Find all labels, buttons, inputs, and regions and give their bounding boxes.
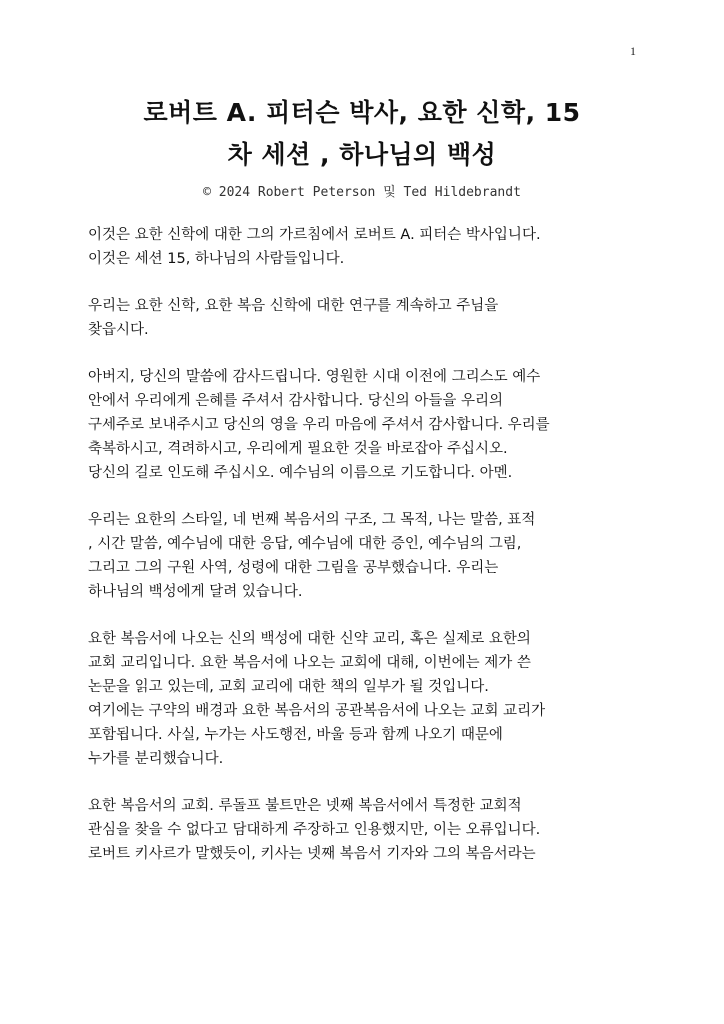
document-body (88, 223, 648, 889)
text-line: 당신의 길로 인도해 주십시오. 예수님의 이름으로 기도합니다. 아멘. (88, 465, 513, 481)
copyright-line: © 2024 Robert Peterson 및 Ted Hildebrandt (203, 185, 521, 200)
paragraph-intro (88, 223, 648, 271)
text-line: 여기에는 구약의 배경과 요한 복음서의 공관복음서에 나오는 교회 교리가 (88, 703, 546, 719)
text-line: 포함됩니다. 사실, 누가는 사도행전, 바울 등과 함께 나오기 때문에 (88, 727, 503, 743)
paragraph-continue (88, 294, 648, 342)
text-line: 안에서 우리에게 은혜를 주셔서 감사합니다. 당신의 아들을 우리의 (88, 393, 504, 409)
text-line: 구세주로 보내주시고 당신의 영을 우리 마음에 주셔서 감사합니다. 우리를 (88, 417, 550, 433)
text-line: 로버트 키사르가 말했듯이, 키사는 넷째 복음서 기자와 그의 복음서라는 (88, 846, 536, 862)
text-line: 요한 복음서의 교회. 루돌프 불트만은 넷째 복음서에서 특정한 교회적 (88, 798, 522, 814)
text-line: 그리고 그의 구원 사역, 성령에 대한 그림을 공부했습니다. 우리는 (88, 560, 499, 576)
text-line: 관심을 찾을 수 없다고 담대하게 주장하고 인용했지만, 이는 오류입니다. (88, 822, 541, 838)
text-line: 요한 복음서에 나오는 신의 백성에 대한 신약 교리, 혹은 실제로 요한의 (88, 631, 531, 647)
document-title (60, 92, 664, 176)
text-line: 우리는 요한 신학, 요한 복음 신학에 대한 연구를 계속하고 주님을 (88, 298, 499, 314)
text-line: 누가를 분리했습니다. (88, 751, 224, 767)
paragraph-doctrine (88, 627, 648, 771)
text-line: 교회 교리입니다. 요한 복음서에 나오는 교회에 대해, 이번에는 제가 쓴 (88, 655, 531, 671)
text-line: , 시간 말씀, 예수님에 대한 응답, 예수님에 대한 증인, 예수님의 그림, (88, 536, 522, 552)
text-line: 이것은 요한 신학에 대한 그의 가르침에서 로버트 A. 피터슨 박사입니다. (88, 227, 541, 243)
text-line: 우리는 요한의 스타일, 네 번째 복음서의 구조, 그 목적, 나는 말씀, 표적 (88, 512, 536, 528)
text-line: 아버지, 당신의 말씀에 감사드립니다. 영원한 시대 이전에 그리스도 예수 (88, 369, 541, 385)
page-number: 1 (630, 44, 636, 58)
title-line-2: 차 세션 , 하나님의 백성 (227, 140, 497, 169)
text-line: 찾읍시다. (88, 322, 149, 338)
title-line-1: 로버트 A. 피터슨 박사, 요한 신학, 15 (143, 98, 581, 127)
text-line: 논문을 읽고 있는데, 교회 교리에 대한 책의 일부가 될 것입니다. (88, 679, 489, 695)
text-line: 이것은 세션 15, 하나님의 사람들입니다. (88, 251, 345, 267)
paragraph-review (88, 508, 648, 604)
paragraph-prayer (88, 365, 648, 485)
text-line: 하나님의 백성에게 달려 있습니다. (88, 584, 303, 600)
text-line: 축복하시고, 격려하시고, 우리에게 필요한 것을 바로잡아 주십시오. (88, 441, 508, 457)
paragraph-church (88, 794, 648, 866)
